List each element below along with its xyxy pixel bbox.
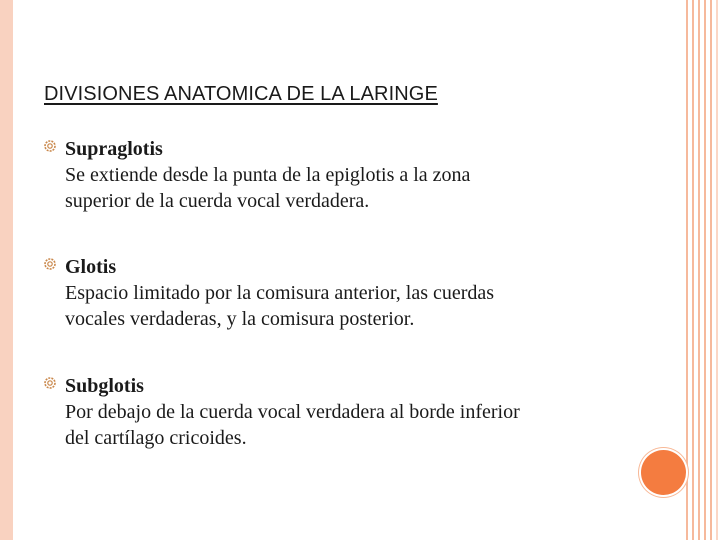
- gear-bullet-icon: [44, 258, 56, 270]
- gear-bullet-icon: [44, 377, 56, 389]
- item-heading: Supraglotis: [65, 138, 163, 160]
- item-heading: Glotis: [65, 256, 117, 278]
- left-decorative-border: [0, 0, 13, 540]
- gear-bullet-icon: [44, 140, 56, 152]
- item-description-line: Espacio limitado por la comisura anterior, las cuerdas: [65, 282, 495, 304]
- item-heading: Subglotis: [65, 375, 144, 397]
- decorative-circle: [641, 450, 686, 495]
- slide-title: DIVISIONES ANATOMICA DE LA LARINGE: [44, 83, 438, 105]
- item-description-line: Por debajo de la cuerda vocal verdadera al borde inferior: [65, 401, 520, 423]
- item-description-line: del cartílago cricoides.: [65, 427, 247, 449]
- item-description-line: Se extiende desde la punta de la epiglotis a la zona: [65, 164, 471, 186]
- item-description-line: vocales verdaderas, y la comisura posterior.: [65, 308, 415, 330]
- item-description-line: superior de la cuerda vocal verdadera.: [65, 190, 370, 212]
- right-decorative-frame: [682, 0, 720, 540]
